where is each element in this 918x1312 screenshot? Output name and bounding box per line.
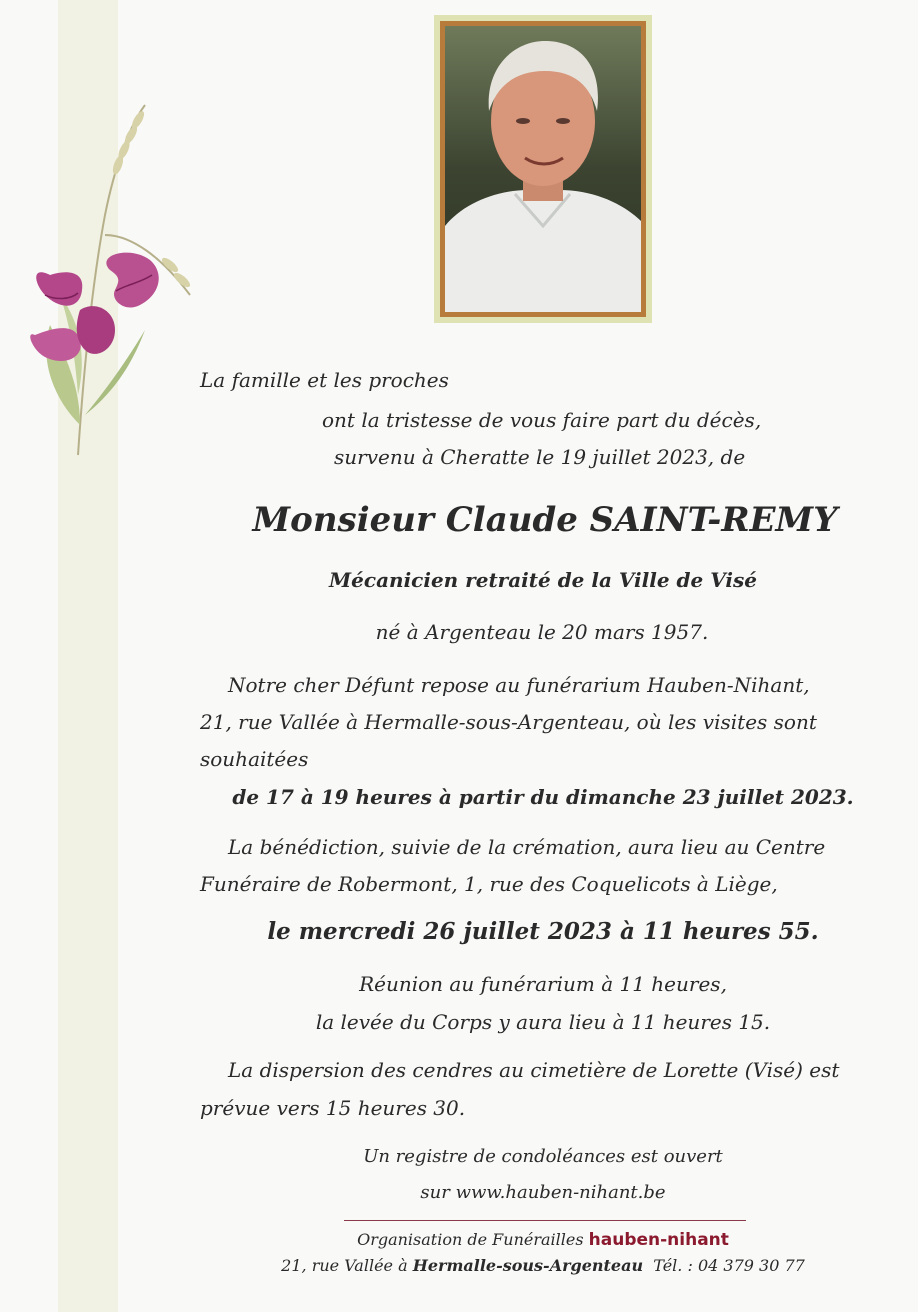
visits-line-1: Notre cher Défunt repose au funérarium Hauben-Nihant,: [228, 673, 810, 697]
calla-lily-flower-illustration: [20, 95, 210, 465]
condolences-line-1: Un registre de condoléances est ouvert: [363, 1146, 723, 1167]
deceased-profession: Mécanicien retraité de la Ville de Visé: [329, 568, 757, 592]
footer-address-town: Hermalle-sous-Argenteau: [412, 1256, 644, 1275]
ceremony-line-2: Funéraire de Robermont, 1, rue des Coquelicots à Liège,: [200, 872, 778, 896]
birth-info: né à Argenteau le 20 mars 1957.: [375, 620, 709, 644]
footer-phone: Tél. : 04 379 30 77: [653, 1256, 805, 1275]
portrait-photo: [445, 26, 641, 312]
dispersion-line-1: La dispersion des cendres au cimetière de Lorette (Visé) est: [228, 1058, 840, 1082]
intro-line-2: ont la tristesse de vous faire part du décès,: [322, 408, 762, 432]
meeting-line-1: Réunion au funérarium à 11 heures,: [359, 972, 727, 996]
ceremony-date: le mercredi 26 juillet 2023 à 11 heures 55.: [267, 918, 819, 945]
footer-address: [281, 1256, 805, 1275]
footer-divider: [344, 1220, 746, 1221]
footer-organisation: [357, 1230, 729, 1250]
visiting-hours: de 17 à 19 heures à partir du dimanche 23 juillet 2023.: [232, 785, 854, 809]
footer-org-prefix: Organisation de Funérailles: [357, 1230, 584, 1249]
brand-logo: hauben-nihant: [588, 1230, 729, 1250]
meeting-line-2: la levée du Corps y aura lieu à 11 heures 15.: [315, 1010, 771, 1034]
visits-line-2: 21, rue Vallée à Hermalle-sous-Argenteau, où les visites sont: [200, 710, 817, 734]
footer-address-prefix: 21, rue Vallée à: [281, 1256, 408, 1275]
condolences-link[interactable]: sur www.hauben-nihant.be: [420, 1182, 666, 1203]
visits-line-3: souhaitées: [200, 747, 309, 771]
intro-line-1: La famille et les proches: [200, 368, 449, 392]
dispersion-line-2: prévue vers 15 heures 30.: [200, 1096, 466, 1120]
deceased-name: Monsieur Claude SAINT-REMY: [252, 500, 838, 540]
ceremony-line-1: La bénédiction, suivie de la crémation, aura lieu au Centre: [228, 835, 826, 859]
intro-line-3: survenu à Cheratte le 19 juillet 2023, de: [334, 445, 746, 469]
portrait-frame: [434, 15, 652, 323]
